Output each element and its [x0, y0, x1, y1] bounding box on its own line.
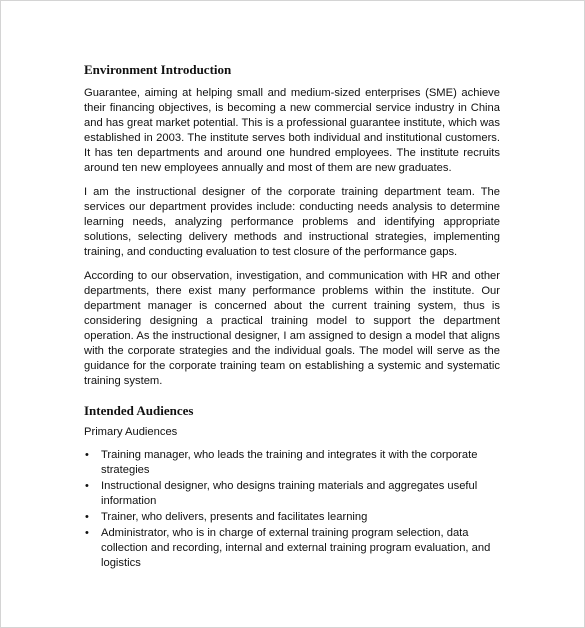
list-item-administrator	[84, 526, 500, 571]
list-item-training-manager	[84, 448, 500, 478]
paragraph-observation: According to our observation, investigation, and communication with HR and other departments, there exist many performance problems within the institute. Our department manager is concerned about the current training system, thus is considering designing a practical training model to support the department operation. As the instructional designer, I am assigned to design a model that aligns with the corporate strategies and the individual goals. The model will serve as the guidance for the corporate training team on establishing a systemic and systematic training system.	[84, 270, 500, 387]
list-item-instructional-designer	[84, 479, 500, 509]
bullet-icon: •	[85, 527, 89, 539]
bullet-icon: •	[85, 511, 89, 523]
document-content	[84, 62, 500, 572]
list-item-text: Training manager, who leads the training and integrates it with the corporate strategies	[101, 449, 478, 476]
subheading-primary-audiences: Primary Audiences	[84, 426, 178, 438]
paragraph-guarantee: Guarantee, aiming at helping small and medium-sized enterprises (SME) achieve their financing objectives, is becoming a new commercial service industry in China and has great market potential. This is a professional guarantee institute, which was established in 2003. The institute serves both individual and institutional customers. It has ten departments and around one hundred employees. The institute recruits around ten new employees annually and most of them are new graduates.	[84, 87, 500, 174]
paragraph-instructional-designer: I am the instructional designer of the corporate training department team. The services our department provides include: conducting needs analysis to determine learning needs, analyzing performance problems and identifying appropriate solutions, selecting delivery methods and instructional strategies, implementing training, and conducting evaluation to test closure of the performance gaps.	[84, 186, 500, 258]
audience-bullet-list	[84, 448, 500, 571]
list-item-text: Instructional designer, who designs training materials and aggregates useful information	[101, 480, 478, 507]
section-heading-environment-introduction: Environment Introduction	[84, 62, 232, 77]
bullet-icon: •	[85, 480, 89, 492]
list-item-text: Administrator, who is in charge of external training program selection, data collection and recording, internal and external training program evaluation, and logistics	[101, 527, 491, 569]
bullet-icon: •	[85, 449, 89, 461]
list-item-trainer	[84, 510, 500, 525]
list-item-text: Trainer, who delivers, presents and facilitates learning	[101, 511, 368, 523]
section-heading-intended-audiences: Intended Audiences	[84, 403, 194, 418]
